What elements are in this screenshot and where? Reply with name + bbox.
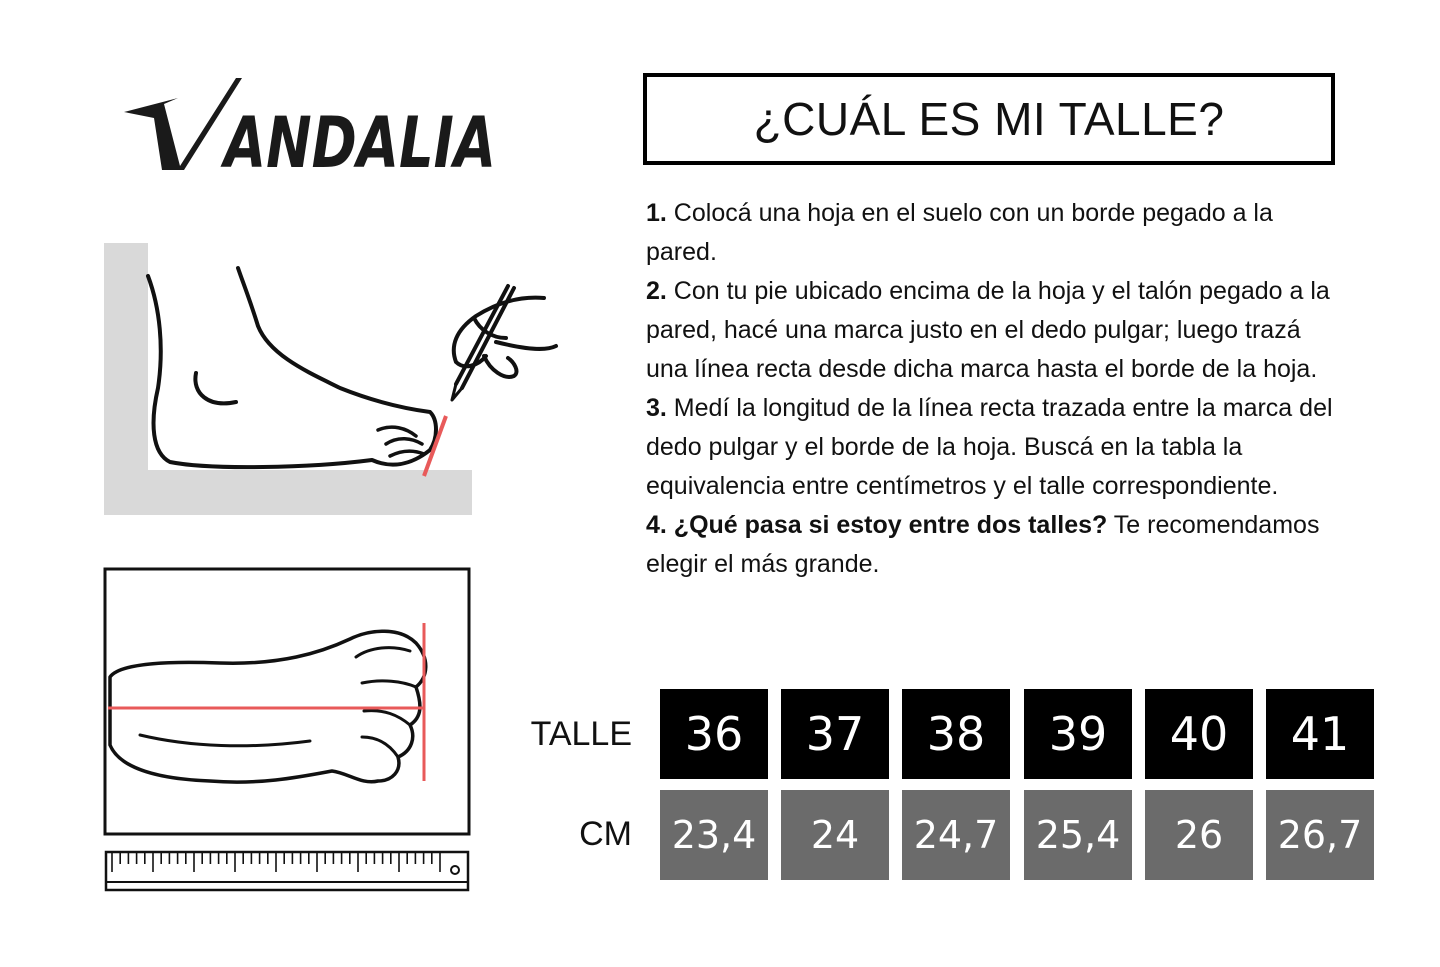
step-text: Te recomendamos elegir el más grande.: [646, 511, 1320, 578]
cm-cell: 24: [781, 790, 889, 880]
step-text: Medí la longitud de la línea recta trazada entre la marca del dedo pulgar y el borde de la hoja. Buscá en la tabla la equivalencia entre centímetros y el talle correspondiente.: [646, 394, 1333, 500]
cm-row-label: CM: [579, 815, 632, 853]
page-title: ¿CUÁL ES MI TALLE?: [753, 93, 1225, 145]
talle-cell: 36: [660, 689, 768, 779]
step-2: [646, 272, 1336, 389]
ruler-icon: [104, 850, 472, 896]
instructions: [646, 194, 1336, 584]
step-number: 1.: [646, 199, 667, 227]
cm-cell: 24,7: [902, 790, 1010, 880]
talle-cell: 40: [1145, 689, 1253, 779]
talle-cell: 39: [1024, 689, 1132, 779]
step-text: Con tu pie ubicado encima de la hoja y el talón pegado a la pared, hacé una marca justo en el dedo pulgar; luego trazá una línea recta desde dicha marca hasta el borde de la hoja.: [646, 277, 1330, 383]
step-question: ¿Qué pasa si estoy entre dos talles?: [666, 511, 1108, 539]
cm-cell: 23,4: [660, 790, 768, 880]
talle-cell: 38: [902, 689, 1010, 779]
svg-text:ANDALIA: ANDALIA: [220, 102, 496, 184]
step-4: [646, 506, 1336, 584]
talle-cell: 37: [781, 689, 889, 779]
talle-cell: 41: [1266, 689, 1374, 779]
foot-side-measuring-icon: [100, 238, 575, 523]
vandalia-logo: [118, 72, 503, 184]
step-1: [646, 194, 1336, 272]
step-number: 4.: [646, 511, 667, 539]
talle-row-label: TALLE: [530, 715, 632, 753]
step-text: Colocá una hoja en el suelo con un borde pegado a la pared.: [646, 199, 1273, 266]
cm-cell: 25,4: [1024, 790, 1132, 880]
cm-cell: 26,7: [1266, 790, 1374, 880]
cm-cell: 26: [1145, 790, 1253, 880]
step-number: 2.: [646, 277, 667, 305]
step-number: 3.: [646, 394, 667, 422]
step-3: [646, 389, 1336, 506]
title-box: [643, 73, 1335, 165]
